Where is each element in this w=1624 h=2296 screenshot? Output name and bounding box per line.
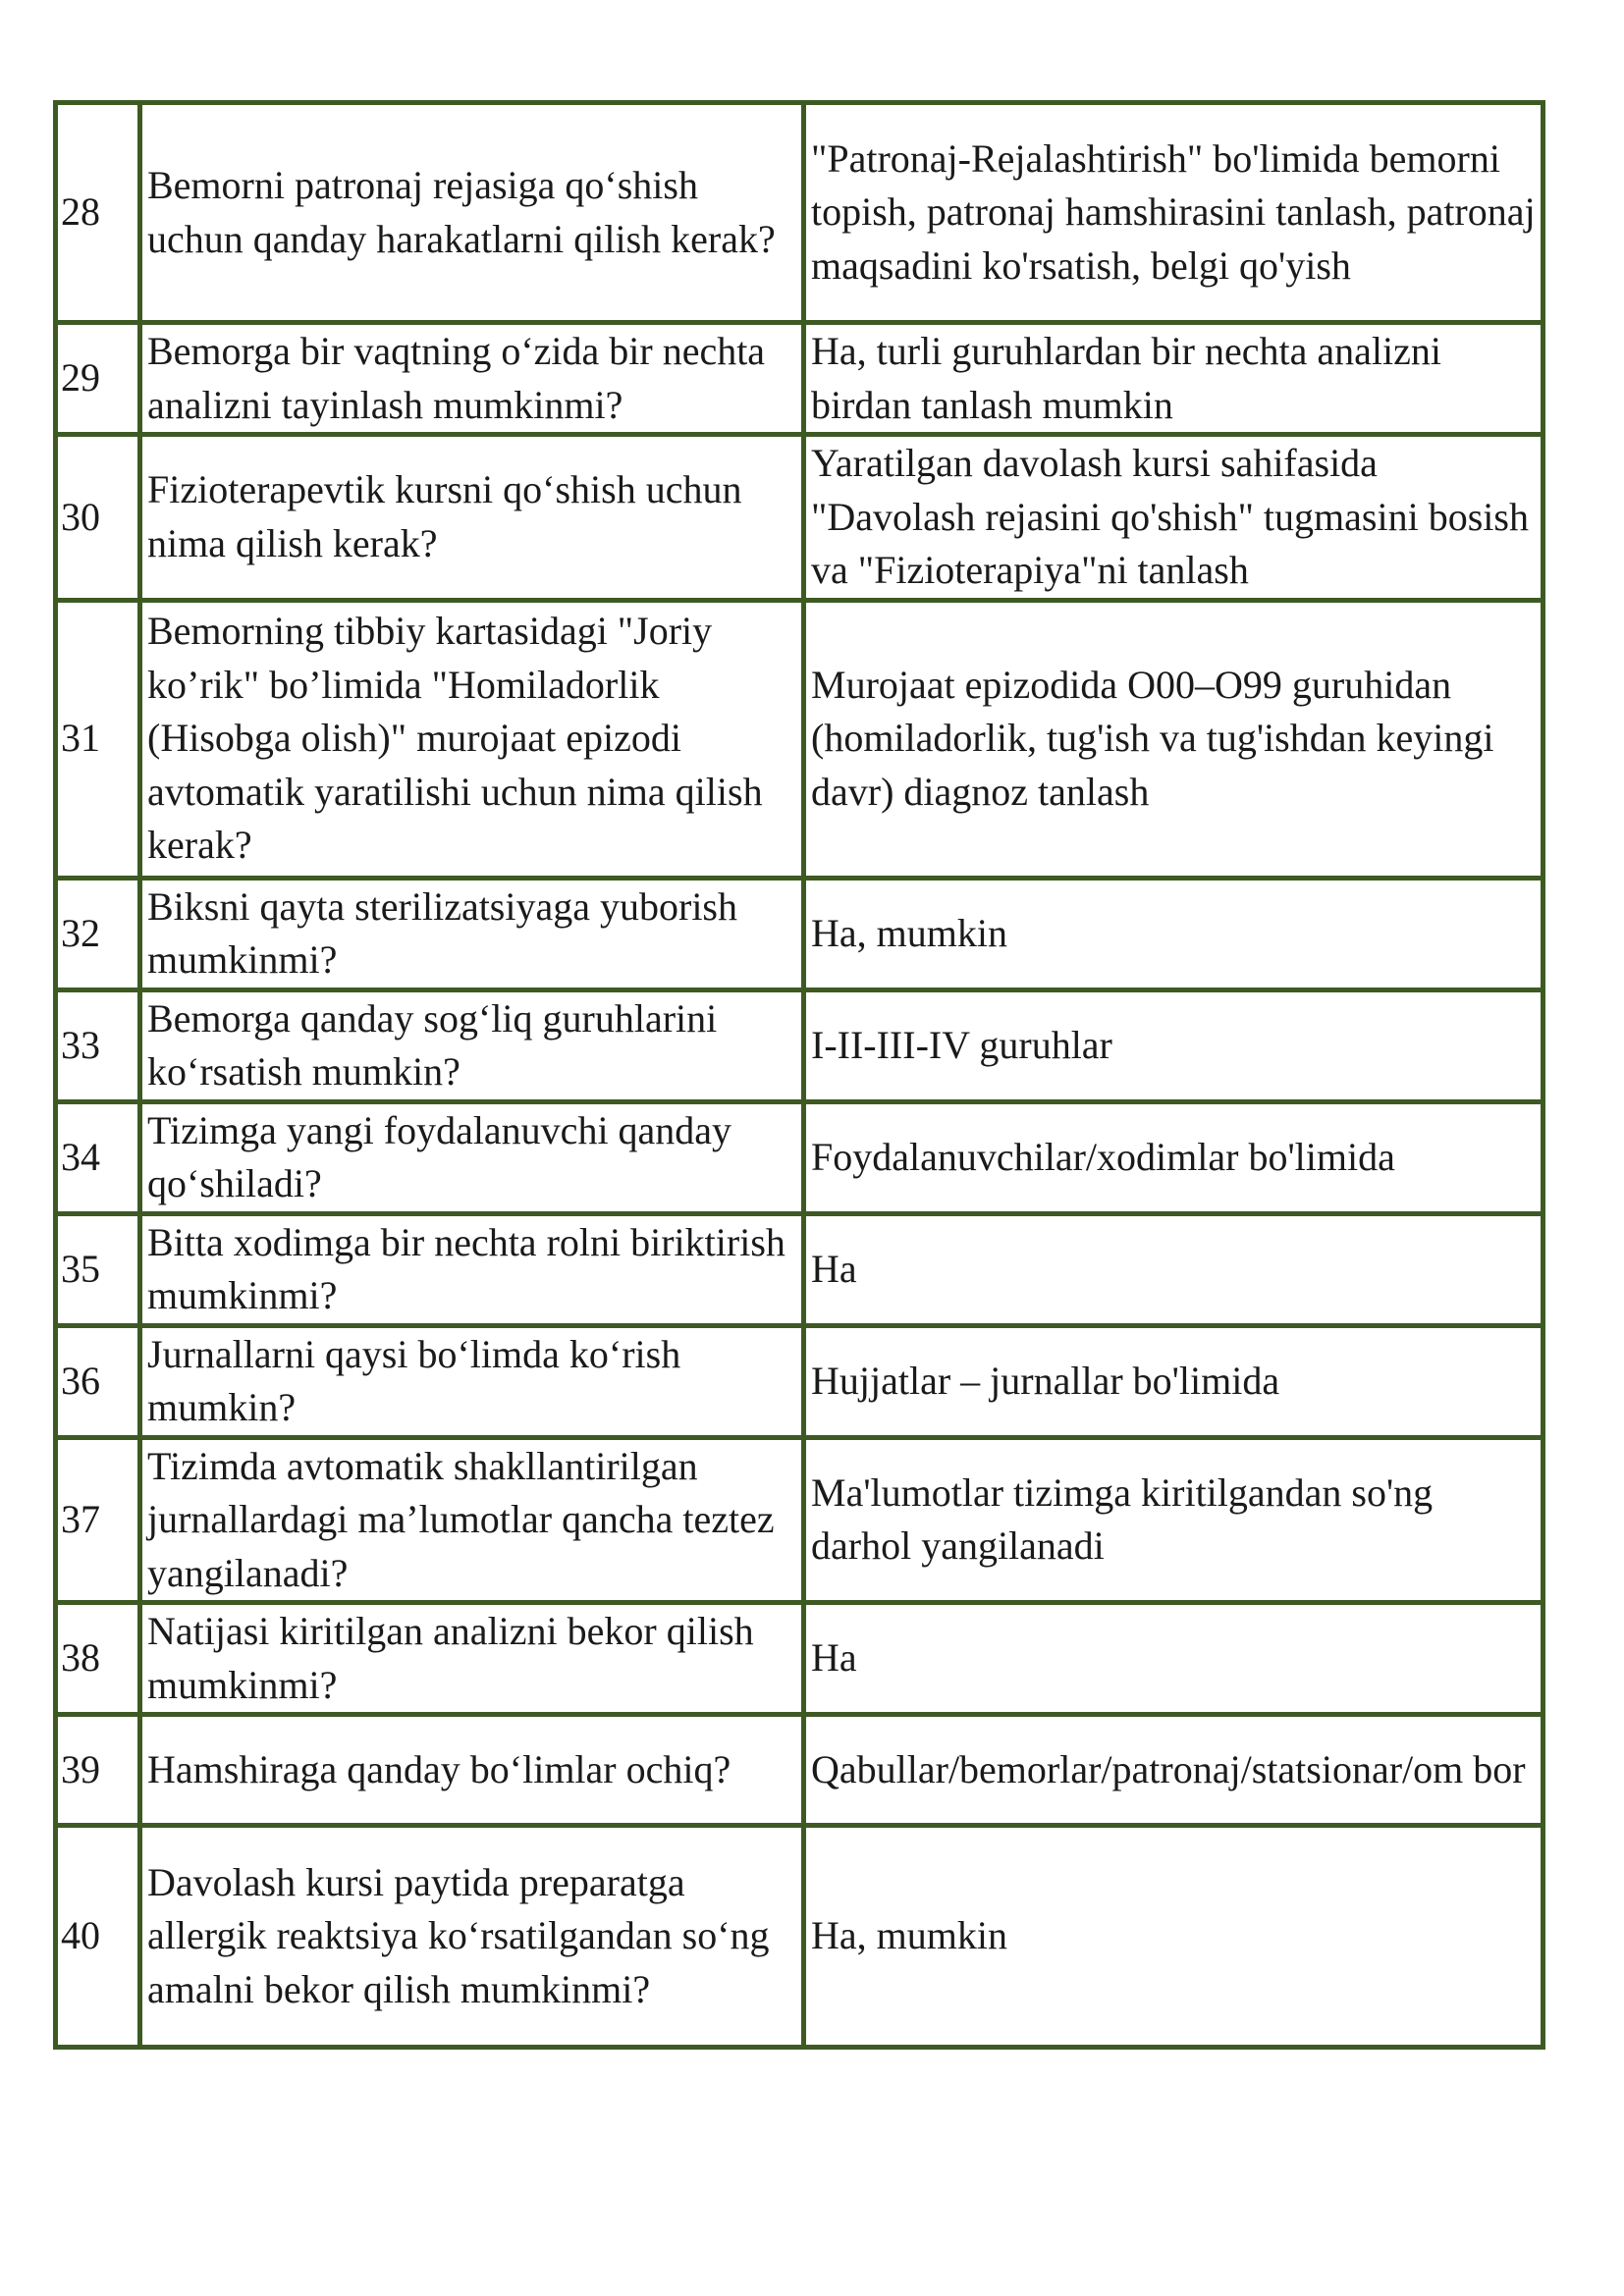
answer-cell: Hujjatlar – jurnallar bo'limida — [804, 1325, 1543, 1437]
question-cell: Bemorga bir vaqtning o‘zida bir nechta analizni tayinlash mumkinmi? — [140, 323, 804, 435]
answer-cell: Ha, mumkin — [804, 1826, 1543, 2048]
table-row — [56, 1437, 1543, 1603]
answer-cell: Foydalanuvchilar/xodimlar bo'limida — [804, 1101, 1543, 1213]
table-row — [56, 323, 1543, 435]
answer-cell: Murojaat epizodida O00–O99 guruhidan (homiladorlik, tug'ish va tug'ishdan keyingi davr) diagnoz tanlash — [804, 600, 1543, 878]
answer-cell: Ha — [804, 1213, 1543, 1325]
table-row — [56, 600, 1543, 878]
row-number: 28 — [56, 103, 140, 323]
table-row — [56, 1101, 1543, 1213]
table-row — [56, 1826, 1543, 2048]
row-number: 30 — [56, 435, 140, 601]
answer-cell: Qabullar/bemorlar/patronaj/statsionar/om bor — [804, 1715, 1543, 1826]
question-cell: Bemorga qanday sog‘liq guruhlarini ko‘rsatish mumkin? — [140, 989, 804, 1101]
qa-table — [53, 100, 1545, 2050]
answer-cell: "Patronaj-Rejalashtirish" bo'limida bemorni topish, patronaj hamshirasini tanlash, patronaj maqsadini ko'rsatish, belgi qo'yish — [804, 103, 1543, 323]
question-cell: Fizioterapevtik kursni qo‘shish uchun nima qilish kerak? — [140, 435, 804, 601]
row-number: 36 — [56, 1325, 140, 1437]
table-row — [56, 989, 1543, 1101]
table-row — [56, 1603, 1543, 1715]
row-number: 33 — [56, 989, 140, 1101]
table-row — [56, 1325, 1543, 1437]
question-cell: Bemorning tibbiy kartasidagi "Joriy ko’rik" bo’limida "Homiladorlik (Hisobga olish)" murojaat epizodi avtomatik yaratilishi uchun nima qilish kerak? — [140, 600, 804, 878]
question-cell: Tizimda avtomatik shakllantirilgan jurnallardagi ma’lumotlar qancha teztez yangilanadi? — [140, 1437, 804, 1603]
row-number: 37 — [56, 1437, 140, 1603]
question-cell: Davolash kursi paytida preparatga allergik reaktsiya ko‘rsatilgandan so‘ng amalni bekor qilish mumkinmi? — [140, 1826, 804, 2048]
table-row — [56, 1715, 1543, 1826]
row-number: 40 — [56, 1826, 140, 2048]
table-row — [56, 1213, 1543, 1325]
row-number: 35 — [56, 1213, 140, 1325]
question-cell: Bitta xodimga bir nechta rolni biriktirish mumkinmi? — [140, 1213, 804, 1325]
answer-cell: Ha, turli guruhlardan bir nechta analizni birdan tanlash mumkin — [804, 323, 1543, 435]
answer-cell: Ma'lumotlar tizimga kiritilgandan so'ng darhol yangilanadi — [804, 1437, 1543, 1603]
row-number: 32 — [56, 878, 140, 989]
row-number: 39 — [56, 1715, 140, 1826]
row-number: 29 — [56, 323, 140, 435]
answer-cell: Ha, mumkin — [804, 878, 1543, 989]
answer-cell: Yaratilgan davolash kursi sahifasida "Davolash rejasini qo'shish" tugmasini bosish va "Fizioterapiya"ni tanlash — [804, 435, 1543, 601]
table-row — [56, 435, 1543, 601]
table-row — [56, 878, 1543, 989]
row-number: 38 — [56, 1603, 140, 1715]
question-cell: Biksni qayta sterilizatsiyaga yuborish mumkinmi? — [140, 878, 804, 989]
row-number: 31 — [56, 600, 140, 878]
question-cell: Jurnallarni qaysi bo‘limda ko‘rish mumkin? — [140, 1325, 804, 1437]
question-cell: Natijasi kiritilgan analizni bekor qilish mumkinmi? — [140, 1603, 804, 1715]
question-cell: Hamshiraga qanday bo‘limlar ochiq? — [140, 1715, 804, 1826]
table-row — [56, 103, 1543, 323]
answer-cell: I-II-III-IV guruhlar — [804, 989, 1543, 1101]
answer-cell: Ha — [804, 1603, 1543, 1715]
question-cell: Tizimga yangi foydalanuvchi qanday qo‘shiladi? — [140, 1101, 804, 1213]
question-cell: Bemorni patronaj rejasiga qo‘shish uchun qanday harakatlarni qilish kerak? — [140, 103, 804, 323]
row-number: 34 — [56, 1101, 140, 1213]
